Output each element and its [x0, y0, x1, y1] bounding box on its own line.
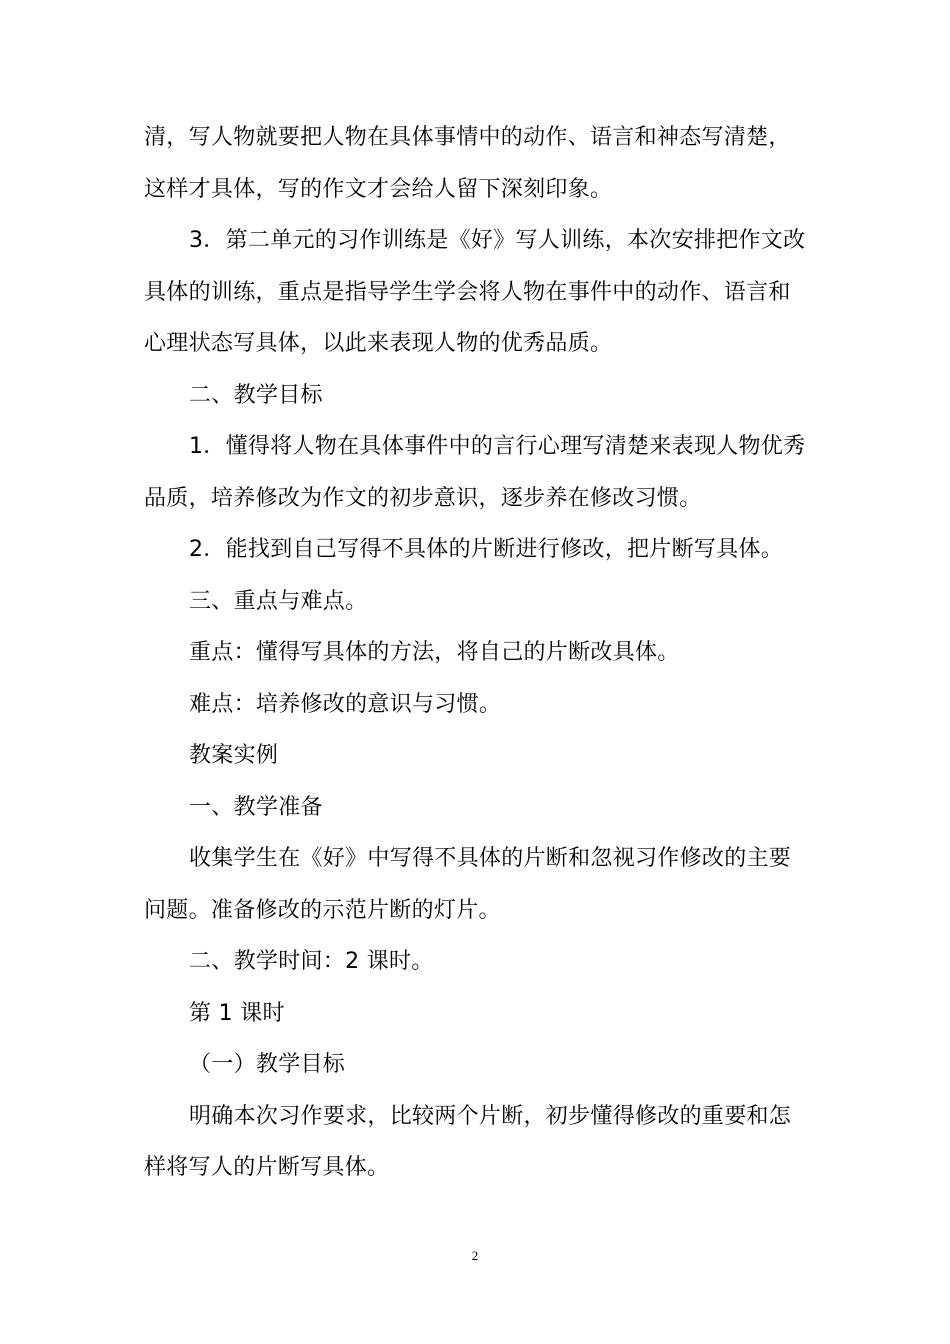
text-line: 重点：懂得写具体的方法，将自己的片断改具体。 — [189, 640, 680, 665]
text-line: 2．能找到自己写得不具体的片断进行修改，把片断写具体。 — [189, 537, 784, 562]
text-line: 心理状态写具体，以此来表现人物的优秀品质。 — [144, 331, 613, 356]
text-line: 明确本次习作要求，比较两个片断，初步懂得修改的重要和怎 — [189, 1103, 792, 1129]
text-line: 二、教学目标 — [189, 382, 323, 408]
text-line: 一、教学准备 — [189, 794, 323, 820]
document-body — [144, 112, 809, 1194]
text-line: 品质，培养修改为作文的初步意识，逐步养在修改习惯。 — [144, 485, 702, 511]
text-line: 具体的训练，重点是指导学生学会将人物在事件中的动作、语言和 — [144, 279, 791, 305]
text-line: （一）教学目标 — [189, 1052, 346, 1077]
text-line: 收集学生在《好》中写得不具体的片断和忽视习作修改的主要 — [189, 846, 792, 871]
text-line: 三、重点与难点。 — [189, 588, 368, 614]
text-line: 二、教学时间：2 课时。 — [189, 949, 434, 974]
text-line: 教案实例 — [189, 743, 279, 768]
text-line: 问题。准备修改的示范片断的灯片。 — [144, 897, 501, 923]
text-line: 第 1 课时 — [189, 1000, 285, 1026]
text-line: 清，写人物就要把人物在具体事情中的动作、语言和神态写清楚， — [144, 125, 791, 150]
text-line: 这样才具体，写的作文才会给人留下深刻印象。 — [144, 176, 613, 202]
text-line: 样将写人的片断写具体。 — [144, 1155, 390, 1180]
text-line: 3．第二单元的习作训练是《好》写人训练，本次安排把作文改 — [189, 228, 806, 253]
text-line: 1．懂得将人物在具体事件中的言行心理写清楚来表现人物优秀 — [189, 434, 806, 459]
text-line: 难点：培养修改的意识与习惯。 — [189, 691, 502, 717]
page-number: 2 — [471, 1248, 479, 1263]
